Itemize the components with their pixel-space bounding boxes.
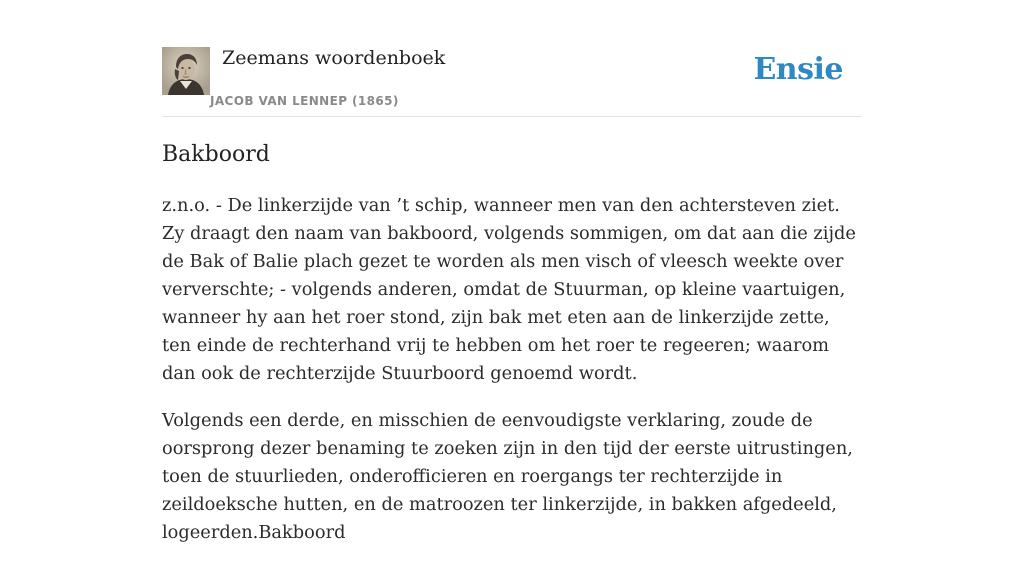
entry-content [162, 192, 864, 566]
author-name[interactable]: JACOB VAN LENNEP (1865) [210, 94, 399, 108]
entry-paragraph-1: z.n.o. - De linkerzijde van ’t schip, wanneer men van den achtersteven ziet. Zy draagt den naam van bakboord, volgends sommigen, om dat aan die zijde de Bak of Balie plach gezet te worden als men visch of vleesch weekte over ververschte; - volgends anderen, omdat de Stuurman, op kleine vaartuigen, wanneer hy aan het roer stond, zijn bak met eten aan de linkerzijde zette, ten einde de rechterhand vrij te hebben om het roer te regeeren; waarom dan ook de rechterzijde Stuurboord genoemd wordt. [162, 195, 856, 384]
header [162, 46, 862, 117]
entry-title: Bakboord [162, 142, 270, 167]
book-title[interactable]: Zeemans woordenboek [222, 47, 446, 69]
entry-paragraph-2: Volgends een derde, en misschien de eenvoudigste verklaring, zoude de oorsprong dezer benaming te zoeken zijn in den tijd der eerste uitrustingen, toen de stuurlieden, onderofficieren en roergangs ter rechterzijde in zeildoeksche hutten, en de matroozen ter linkerzijde, in bakken afgedeeld, logeerden.Bakboord [162, 410, 853, 543]
author-portrait-icon[interactable] [162, 47, 210, 95]
brand-logo[interactable]: Ensie [753, 52, 843, 87]
